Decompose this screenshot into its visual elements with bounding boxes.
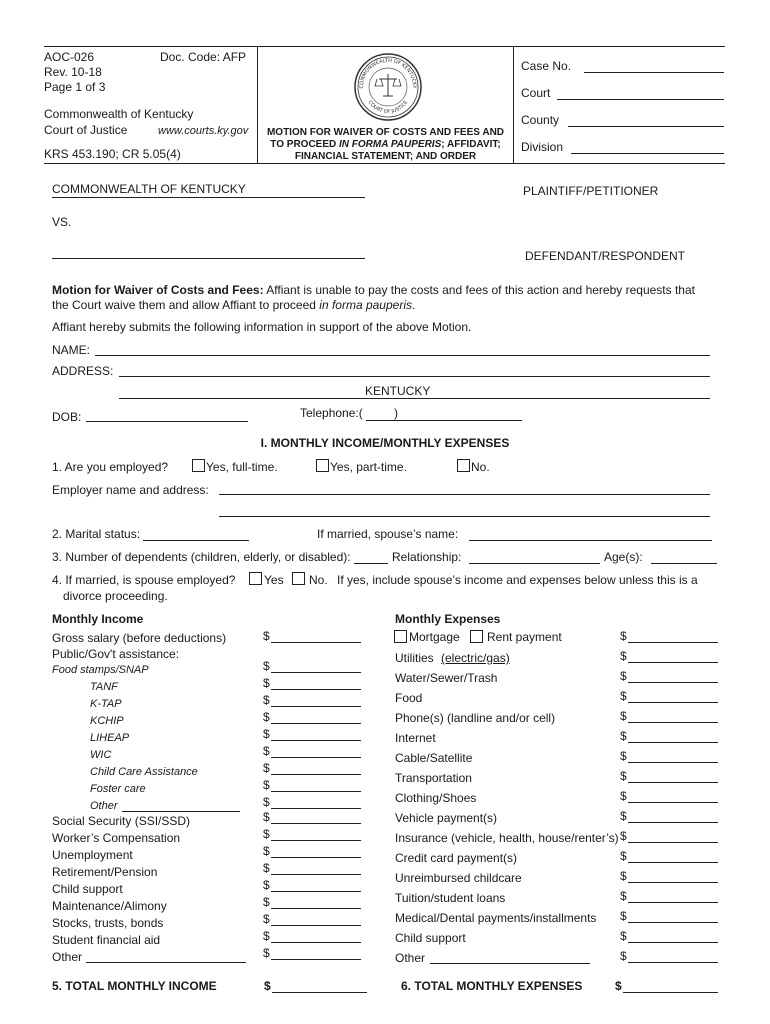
expense-dollar-sign: $ (620, 649, 627, 663)
income-amount-field[interactable] (271, 791, 361, 792)
income-item-label: K-TAP (90, 698, 122, 710)
income-amount-field[interactable] (271, 672, 361, 673)
expense-item-label: Transportation (395, 771, 472, 785)
seal-bottom-text: COURT OF JUSTICE (366, 99, 410, 116)
expense-dollar-sign: $ (620, 849, 627, 863)
income-amount-field[interactable] (271, 723, 361, 724)
address-label: ADDRESS: (52, 364, 114, 378)
income-amount-field[interactable] (271, 908, 361, 909)
expense-item-label: Medical/Dental payments/installments (395, 911, 597, 925)
total-income-dollar: $ (264, 979, 271, 993)
expense-item-label: Other (395, 951, 426, 965)
ages-field[interactable] (651, 563, 717, 564)
total-expenses-field[interactable] (623, 992, 718, 993)
public-assistance-label: Public/Gov't assistance: (52, 647, 180, 661)
employer-label: Employer name and address: (52, 483, 209, 497)
defendant-field[interactable] (52, 258, 365, 259)
income-item-label: LIHEAP (90, 732, 130, 744)
expense-amount-field[interactable] (628, 702, 718, 703)
spouse-name-field[interactable] (469, 540, 712, 541)
doc-code: Doc. Code: AFP (160, 50, 247, 64)
expense-dollar-sign: $ (620, 909, 627, 923)
income-dollar-sign: $ (263, 878, 270, 892)
expense-item-label: Phone(s) (landline and/or cell) (395, 711, 556, 725)
income-dollar-sign: $ (263, 693, 270, 707)
expense-item-label: Water/Sewer/Trash (395, 671, 498, 685)
not-employed-label: No. (471, 460, 490, 474)
expense-amount-field[interactable] (628, 962, 718, 963)
division-field[interactable] (571, 153, 724, 154)
income-item-label: Student financial aid (52, 933, 161, 947)
expense-dollar-sign: $ (620, 869, 627, 883)
income-item-label: Other (52, 950, 83, 964)
expense-item-label: Insurance (vehicle, health, house/renter’s) (395, 831, 619, 845)
mortgage-rent-amount-field[interactable] (628, 642, 718, 643)
income-dollar-sign: $ (263, 827, 270, 841)
relationship-label: Relationship: (392, 550, 462, 564)
income-dollar-sign: $ (263, 629, 270, 643)
form-title-line1: MOTION FOR WAIVER OF COSTS AND FEES AND (266, 127, 505, 138)
motion-support-text: Affiant hereby submits the following information in support of the above Motion. (52, 320, 472, 334)
income-dollar-sign: $ (263, 676, 270, 690)
income-item-label: Unemployment (52, 848, 133, 862)
plaintiff-field[interactable] (52, 197, 365, 198)
mortgage-checkbox[interactable] (394, 630, 407, 643)
telephone-close-paren: ) (394, 406, 398, 420)
expense-dollar-sign: $ (620, 949, 627, 963)
income-dollar-sign: $ (263, 946, 270, 960)
plaintiff-role: PLAINTIFF/PETITIONER (523, 184, 659, 198)
expense-amount-field[interactable] (628, 902, 718, 903)
income-dollar-sign: $ (263, 659, 270, 673)
header-divider-right (513, 46, 514, 163)
divorce-proceeding-text: divorce proceeding. (63, 589, 168, 603)
income-heading: Monthly Income (52, 612, 144, 626)
expense-dollar-sign: $ (620, 809, 627, 823)
income-other-description-field[interactable] (122, 811, 240, 812)
income-dollar-sign: $ (263, 778, 270, 792)
income-dollar-sign: $ (263, 795, 270, 809)
division-label: Division (521, 140, 564, 154)
expense-dollar-sign: $ (620, 669, 627, 683)
expense-amount-field[interactable] (628, 922, 718, 923)
dob-field[interactable] (86, 421, 248, 422)
county-field[interactable] (568, 126, 724, 127)
income-item-label: Child support (52, 882, 123, 896)
state-kentucky: KENTUCKY (365, 384, 431, 398)
income-amount-field[interactable] (271, 823, 361, 824)
court-seal (353, 52, 423, 122)
expense-amount-field[interactable] (628, 682, 718, 683)
total-expenses-dollar: $ (615, 979, 622, 993)
name-field[interactable] (95, 355, 710, 356)
expense-amount-field[interactable] (628, 802, 718, 803)
expense-dollar-sign: $ (620, 829, 627, 843)
marital-status-field[interactable] (143, 540, 249, 541)
case-no-field[interactable] (584, 72, 724, 73)
q1-label: 1. Are you employed? (52, 460, 169, 474)
income-amount-field[interactable] (271, 942, 361, 943)
form-code: AOC-026 (44, 50, 95, 64)
income-amount-field[interactable] (271, 642, 361, 643)
total-expenses-label: 6. TOTAL MONTHLY EXPENSES (401, 979, 583, 993)
income-item-label: TANF (90, 681, 118, 693)
income-amount-field[interactable] (271, 689, 361, 690)
revision: Rev. 10-18 (44, 65, 102, 79)
total-income-label: 5. TOTAL MONTHLY INCOME (52, 979, 217, 993)
dependents-count-field[interactable] (354, 563, 388, 564)
telephone-field[interactable] (366, 420, 522, 421)
expense-item-label: Vehicle payment(s) (395, 811, 498, 825)
address-field-line1[interactable] (119, 376, 710, 377)
employer-field-line2[interactable] (219, 516, 710, 517)
income-item-label: Other (90, 800, 118, 812)
income-dollar-sign: $ (263, 761, 270, 775)
dob-label: DOB: (52, 410, 82, 424)
employed-part-time-checkbox[interactable] (316, 459, 329, 472)
case-no-label: Case No. (521, 59, 572, 73)
expense-amount-field[interactable] (628, 662, 718, 663)
expense-item-label: Unreimbursed childcare (395, 871, 522, 885)
income-amount-field[interactable] (271, 925, 361, 926)
expense-dollar-sign: $ (620, 709, 627, 723)
court-of-justice-label: Court of Justice (44, 123, 128, 137)
expense-dollar-sign: $ (620, 729, 627, 743)
income-amount-field[interactable] (271, 959, 361, 960)
seal-top-text: COMMONWEALTH OF KENTUCKY (358, 57, 418, 89)
income-item-label: Social Security (SSI/SSD) (52, 814, 191, 828)
spouse-name-label: If married, spouse’s name: (317, 527, 459, 541)
expense-dollar-sign: $ (620, 789, 627, 803)
spouse-employed-no-label: No. (309, 573, 328, 587)
employed-full-time-label: Yes, full-time. (206, 460, 278, 474)
mortgage-label: Mortgage (409, 630, 460, 644)
commonwealth-label: Commonwealth of Kentucky (44, 107, 194, 121)
income-item-label: Child Care Assistance (90, 766, 198, 778)
motion-text-line2: the Court waive them and allow Affiant to proceed in forma pauperis. (52, 298, 416, 312)
income-amount-field[interactable] (271, 740, 361, 741)
versus-label: VS. (52, 215, 72, 229)
income-item-label: Stocks, trusts, bonds (52, 916, 164, 930)
income-item-label: Gross salary (before deductions) (52, 631, 227, 645)
expense-amount-field[interactable] (628, 842, 718, 843)
income-item-label: Food stamps/SNAP (52, 664, 149, 676)
spouse-income-instruction: If yes, include spouse’s income and expenses below unless this is a (337, 573, 698, 587)
website-link[interactable]: www.courts.ky.gov (158, 125, 249, 137)
utilities-note: (electric/gas) (441, 651, 510, 665)
expense-amount-field[interactable] (628, 882, 718, 883)
expense-item-label: Child support (395, 931, 466, 945)
income-amount-field[interactable] (271, 808, 361, 809)
expense-item-label: Food (395, 691, 423, 705)
income-amount-field[interactable] (271, 874, 361, 875)
employed-part-time-label: Yes, part-time. (330, 460, 407, 474)
telephone-label: Telephone:( (300, 406, 363, 420)
income-dollar-sign: $ (263, 710, 270, 724)
income-dollar-sign: $ (263, 861, 270, 875)
expense-dollar-sign: $ (620, 749, 627, 763)
income-amount-field[interactable] (271, 757, 361, 758)
motion-text-line1: Motion for Waiver of Costs and Fees: Affiant is unable to pay the costs and fees of this action and hereby requests that (52, 283, 695, 297)
expense-amount-field[interactable] (628, 862, 718, 863)
income-dollar-sign: $ (263, 727, 270, 741)
expense-item-label: Cable/Satellite (395, 751, 473, 765)
income-item-label: Retirement/Pension (52, 865, 158, 879)
income-item-label: KCHIP (90, 715, 124, 727)
relationship-field[interactable] (469, 563, 600, 564)
expense-other-description-field[interactable] (430, 963, 590, 964)
income-item-label: WIC (90, 749, 112, 761)
spouse-employed-yes-checkbox[interactable] (249, 572, 262, 585)
expense-item-label: Internet (395, 731, 436, 745)
income-dollar-sign: $ (263, 912, 270, 926)
income-dollar-sign: $ (263, 744, 270, 758)
form-title-line2: TO PROCEED IN FORMA PAUPERIS; AFFIDAVIT; (270, 139, 501, 150)
expense-item-label: Tuition/student loans (395, 891, 506, 905)
employer-field-line1[interactable] (219, 494, 710, 495)
employed-full-time-checkbox[interactable] (192, 459, 205, 472)
expense-dollar-sign: $ (620, 769, 627, 783)
income-dollar-sign: $ (263, 895, 270, 909)
expense-amount-field[interactable] (628, 942, 718, 943)
plaintiff-name: COMMONWEALTH OF KENTUCKY (52, 182, 246, 196)
court-label: Court (521, 86, 551, 100)
income-item-label: Worker’s Compensation (52, 831, 181, 845)
income-dollar-sign: $ (263, 929, 270, 943)
expense-amount-field[interactable] (628, 782, 718, 783)
income-amount-field[interactable] (271, 891, 361, 892)
income-dollar-sign: $ (263, 844, 270, 858)
expense-item-label: Utilities (395, 651, 434, 665)
income-dollar-sign: $ (263, 810, 270, 824)
rent-payment-checkbox[interactable] (470, 630, 483, 643)
ages-label: Age(s): (604, 550, 643, 564)
form-title-line3: FINANCIAL STATEMENT; AND ORDER (294, 151, 477, 162)
expense-dollar-sign: $ (620, 889, 627, 903)
court-field[interactable] (557, 99, 724, 100)
county-label: County (521, 113, 560, 127)
spouse-employed-no-checkbox[interactable] (292, 572, 305, 585)
rent-payment-label: Rent payment (487, 630, 562, 644)
expense-item-label: Credit card payment(s) (395, 851, 518, 865)
mortgage-rent-dollar: $ (620, 629, 627, 643)
income-amount-field[interactable] (271, 774, 361, 775)
total-income-field[interactable] (272, 992, 367, 993)
expense-amount-field[interactable] (628, 822, 718, 823)
income-item-label: Maintenance/Alimony (52, 899, 167, 913)
income-amount-field[interactable] (271, 840, 361, 841)
marital-status-label: 2. Marital status: (52, 527, 141, 541)
expense-amount-field[interactable] (628, 742, 718, 743)
expense-amount-field[interactable] (628, 722, 718, 723)
header-top-rule (44, 46, 725, 47)
dependents-label: 3. Number of dependents (children, elderly, or disabled): (52, 550, 351, 564)
income-item-label: Foster care (90, 783, 146, 795)
expense-amount-field[interactable] (628, 762, 718, 763)
name-label: NAME: (52, 343, 91, 357)
income-other-description-field[interactable] (86, 962, 246, 963)
page-number: Page 1 of 3 (44, 80, 106, 94)
address-field-line2[interactable] (119, 398, 710, 399)
expense-dollar-sign: $ (620, 689, 627, 703)
income-amount-field[interactable] (271, 857, 361, 858)
spouse-employed-yes-label: Yes (264, 573, 284, 587)
expenses-heading: Monthly Expenses (395, 612, 501, 626)
expense-item-label: Clothing/Shoes (395, 791, 477, 805)
not-employed-checkbox[interactable] (457, 459, 470, 472)
income-amount-field[interactable] (271, 706, 361, 707)
spouse-employed-label: 4. If married, is spouse employed? (52, 573, 236, 587)
defendant-role: DEFENDANT/RESPONDENT (525, 249, 686, 263)
statute-reference: KRS 453.190; CR 5.05(4) (44, 147, 181, 161)
expense-dollar-sign: $ (620, 929, 627, 943)
section-title: I. MONTHLY INCOME/MONTHLY EXPENSES (260, 436, 510, 450)
